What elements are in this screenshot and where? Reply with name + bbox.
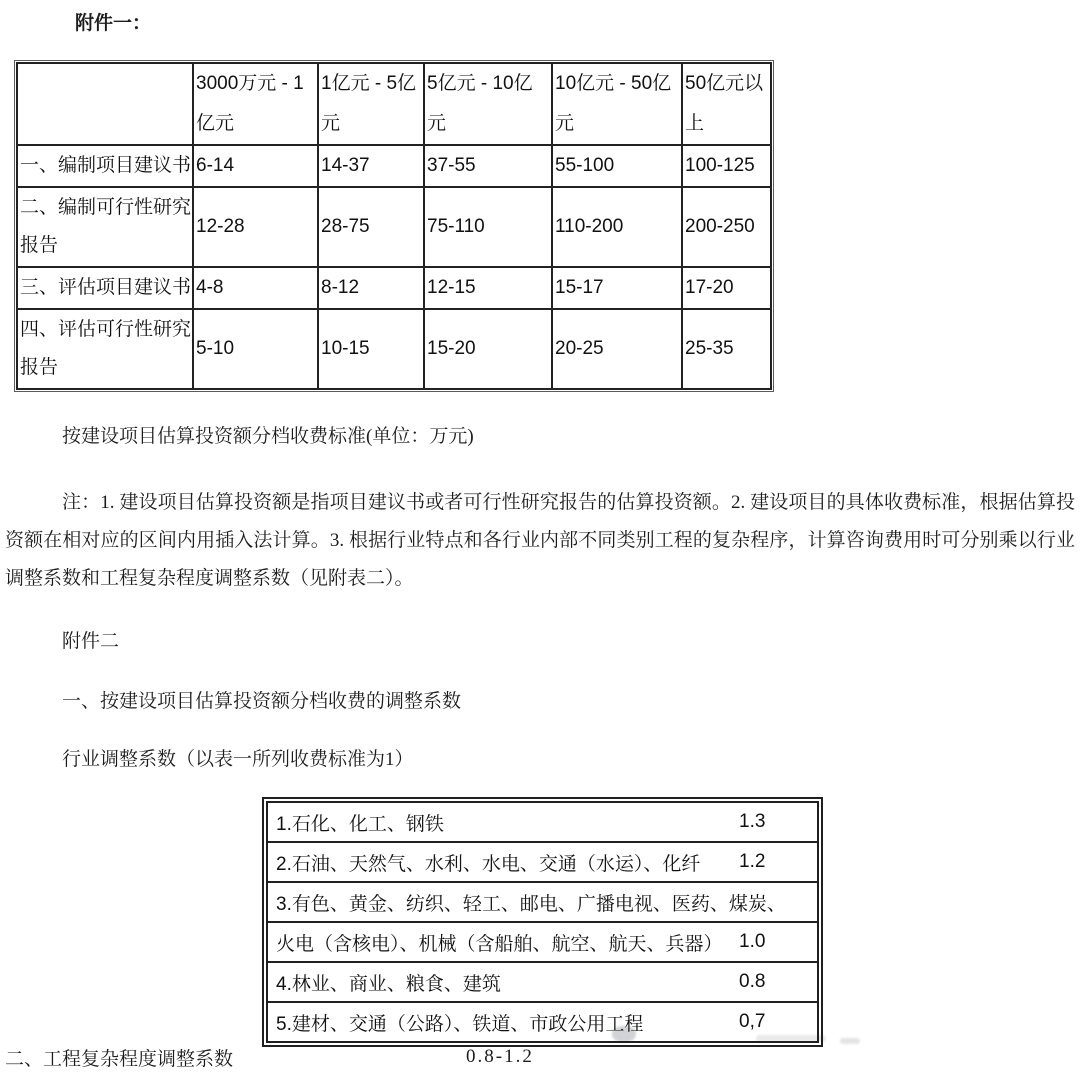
table-row (17, 267, 771, 309)
value-cell: 1.0 (739, 931, 766, 952)
value-cell: 200-250 (682, 187, 771, 267)
scan-smudge (840, 1038, 860, 1044)
value-cell: 14-37 (318, 145, 424, 187)
value-cell: 1.2 (739, 851, 766, 872)
table-row (17, 145, 771, 187)
fee-table (14, 60, 774, 392)
value-cell: 20-25 (552, 309, 682, 389)
row-label-cell: 4.林业、商业、粮食、建筑 (276, 973, 501, 995)
header-cell: 3000万元 - 1亿元 (193, 63, 318, 145)
value-cell: 25-35 (682, 309, 771, 389)
value-cell: 75-110 (424, 187, 552, 267)
value-cell: 12-15 (424, 267, 552, 309)
table-row (268, 1003, 817, 1041)
value-cell: 0.8 (739, 971, 766, 992)
value-cell: 110-200 (552, 187, 682, 267)
table-row (17, 187, 771, 267)
table-row (268, 883, 817, 923)
row-label-cell: 火电（含核电）、机械（含船舶、航空、航天、兵器） (276, 933, 723, 955)
section1-heading: 一、按建设项目估算投资额分档收费的调整系数 (62, 691, 462, 712)
row-label-cell: 四、评估可行性研究报告 (17, 309, 193, 389)
section2-heading: 二、工程复杂程度调整系数 (5, 1049, 234, 1070)
row-label-cell: 3.有色、黄金、纺织、轻工、邮电、广播电视、医药、煤炭、 (276, 893, 786, 915)
value-cell: 1.3 (739, 811, 766, 832)
value-cell: 15-17 (552, 267, 682, 309)
table-row (268, 963, 817, 1003)
fee-table-caption: 按建设项目估算投资额分档收费标准(单位：万元) (62, 426, 474, 447)
table-row (17, 309, 771, 389)
coef-table-caption: 行业调整系数（以表一所列收费标准为1） (62, 749, 414, 770)
header-cell-empty (17, 63, 193, 145)
value-cell: 12-28 (193, 187, 318, 267)
attachment1-title: 附件一： (75, 13, 152, 34)
header-cell: 1亿元 - 5亿元 (318, 63, 424, 145)
header-cell: 5亿元 - 10亿元 (424, 63, 552, 145)
row-label-cell: 二、编制可行性研究报告 (17, 187, 193, 267)
value-cell: 0,7 (739, 1011, 766, 1032)
table-row (268, 843, 817, 883)
value-cell: 5-10 (193, 309, 318, 389)
notes-paragraph: 注：1. 建设项目估算投资额是指项目建议书或者可行性研究报告的估算投资额。2. 建设项目的具体收费标准，根据估算投资额在相对应的区间内用插入法计算。3. 根据行业特点和各行业内部不同类别工程的复杂程序，计算咨询费用时可分别乘以行业调整系数和工程复杂程度调整系数（见附表二）。 (5, 492, 1075, 589)
fee-table-grid (16, 62, 772, 390)
header-cell: 10亿元 - 50亿元 (552, 63, 682, 145)
row-label-cell: 一、编制项目建议书 (17, 145, 193, 187)
value-cell: 55-100 (552, 145, 682, 187)
value-cell: 17-20 (682, 267, 771, 309)
table-row (268, 923, 817, 963)
value-cell: 28-75 (318, 187, 424, 267)
coef-table-grid (266, 801, 819, 1043)
fee-table-header-row (17, 63, 771, 145)
coef-table (262, 797, 823, 1047)
attachment2-title: 附件二 (62, 631, 120, 652)
value-cell: 4-8 (193, 267, 318, 309)
value-cell: 37-55 (424, 145, 552, 187)
value-cell: 100-125 (682, 145, 771, 187)
complexity-range-value: 0.8-1.2 (466, 1046, 534, 1067)
value-cell: 6-14 (193, 145, 318, 187)
value-cell: 10-15 (318, 309, 424, 389)
table-row (268, 803, 817, 843)
row-label-cell: 1.石化、化工、钢铁 (276, 813, 444, 835)
header-cell: 50亿元以上 (682, 63, 771, 145)
row-label-cell: 三、评估项目建议书 (17, 267, 193, 309)
row-label-cell: 5.建材、交通（公路）、铁道、市政公用工程 (276, 1013, 644, 1035)
value-cell: 15-20 (424, 309, 552, 389)
value-cell: 8-12 (318, 267, 424, 309)
row-label-cell: 2.石油、天然气、水利、水电、交通（水运）、化纤 (276, 853, 701, 875)
